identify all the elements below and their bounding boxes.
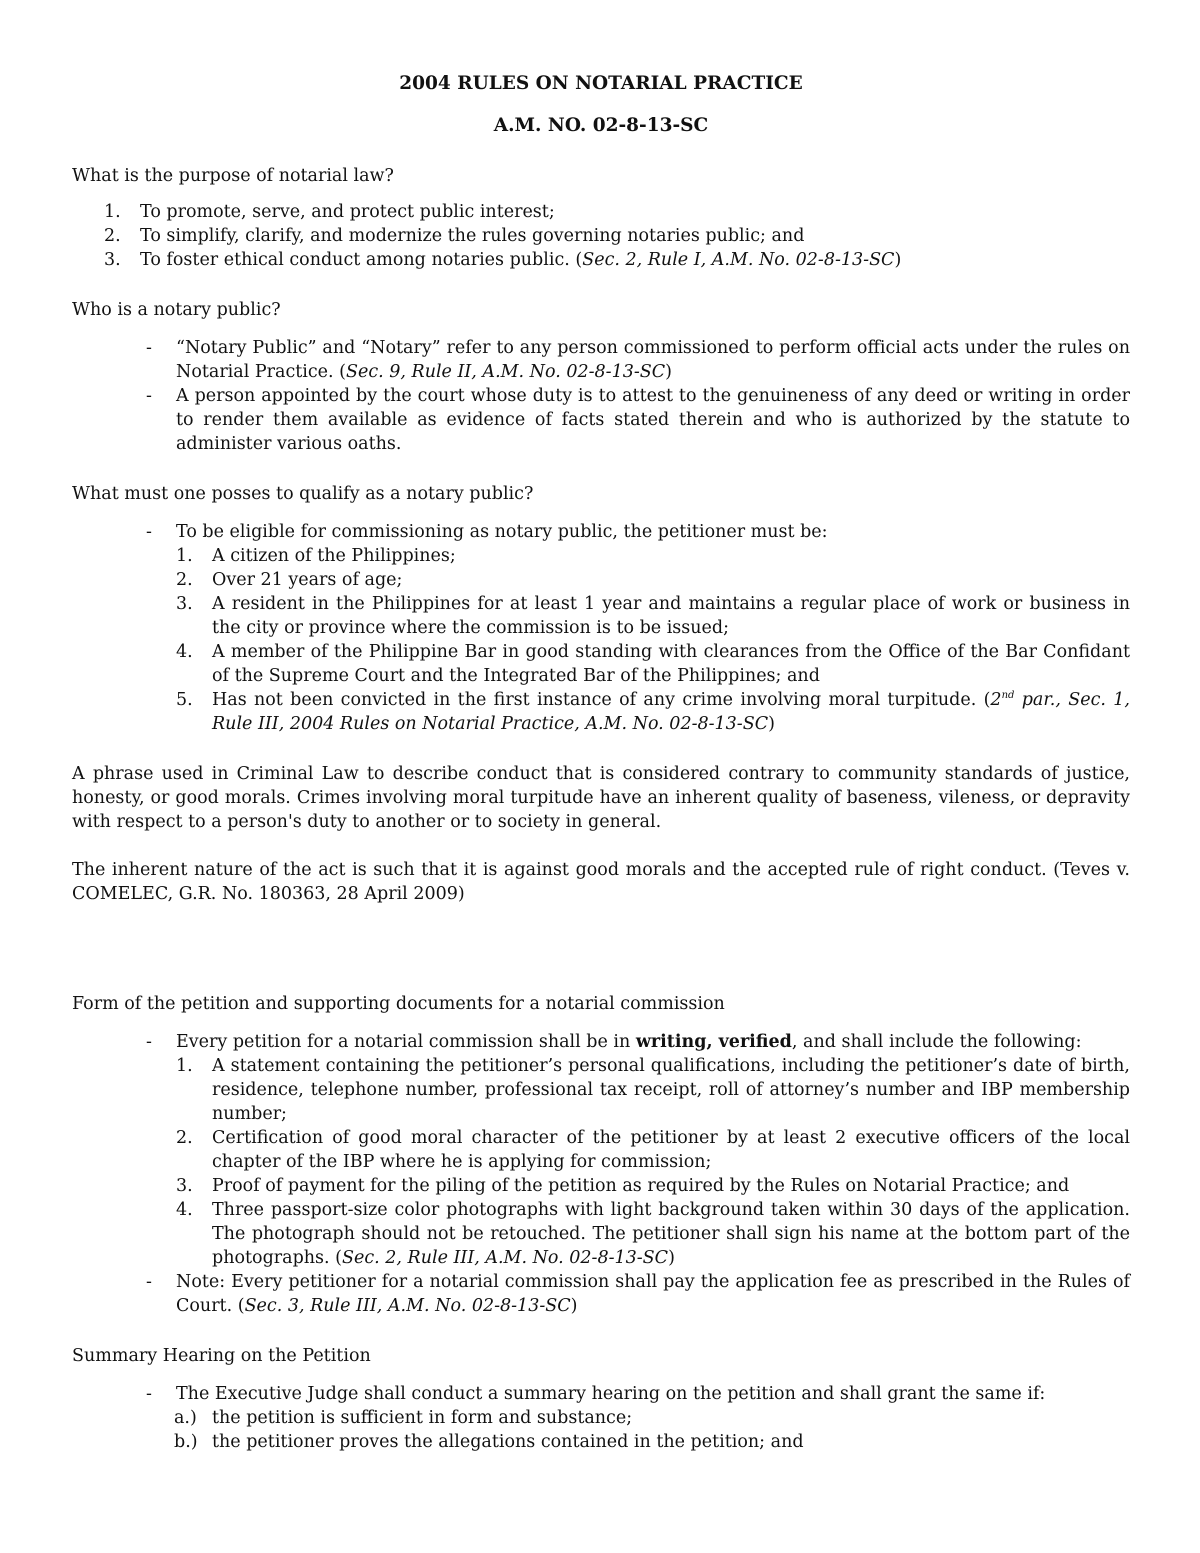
- summary-hearing-heading: Summary Hearing on the Petition: [72, 1346, 371, 1366]
- list-item: 2. Certification of good moral character of the petitioner by at least 2 executive officers of the local chapter of the IBP where he is applying for commission;: [176, 1128, 1130, 1172]
- citation: Sec. 3, Rule III, A.M. No. 02-8-13-SC: [244, 1296, 571, 1316]
- document-title: 2004 RULES ON NOTARIAL PRACTICE: [399, 73, 803, 94]
- citation: Sec. 9, Rule II, A.M. No. 02-8-13-SC: [345, 362, 666, 382]
- list-item: b.) the petitioner proves the allegations contained in the petition; and: [174, 1432, 804, 1452]
- citation: 2nd par., Sec. 1, Rule III, 2004 Rules on Notarial Practice, A.M. No. 02-8-13-SC: [212, 690, 1130, 734]
- qualification-question: What must one posses to qualify as a notary public?: [72, 484, 534, 504]
- list-item: 1. A statement containing the petitioner’s personal qualifications, including the petitioner’s date of birth, residence, telephone number, professional tax receipt, roll of attorney’s number and IBP membership number;: [176, 1056, 1130, 1124]
- petition-form-list: [72, 1030, 1130, 1318]
- document-subtitle: A.M. NO. 02-8-13-SC: [493, 115, 709, 136]
- notary-question: Who is a notary public?: [72, 300, 281, 320]
- citation: Sec. 2, Rule I, A.M. No. 02-8-13-SC: [582, 250, 895, 270]
- list-item: 5. Has not been convicted in the first instance of any crime involving moral turpitude. (2nd par., Sec. 1, Rule III, 2004 Rules on Notarial Practice, A.M. No. 02-8-13-SC): [176, 690, 1130, 734]
- moral-turpitude-paragraph: A phrase used in Criminal Law to describe conduct that is considered contrary to community standards of justice, honesty, or good morals. Crimes involving moral turpitude have an inherent quality of baseness, vileness, or depravity with respect to a person's duty to another or to society in general.: [72, 764, 1130, 832]
- list-item: - The Executive Judge shall conduct a summary hearing on the petition and shall grant the same if:: [146, 1384, 1046, 1404]
- teves-paragraph: The inherent nature of the act is such that it is against good morals and the accepted rule of right conduct. (Teves v. COMELEC, G.R. No. 180363, 28 April 2009): [72, 860, 1130, 904]
- notary-definitions: [72, 336, 1130, 456]
- list-item: - Note: Every petitioner for a notarial commission shall pay the application fee as prescribed in the Rules of Court. (Sec. 3, Rule III, A.M. No. 02-8-13-SC): [146, 1272, 1130, 1316]
- list-item: - “Notary Public” and “Notary” refer to any person commissioned to perform official acts under the rules on Notarial Practice. (Sec. 9, Rule II, A.M. No. 02-8-13-SC): [146, 338, 1130, 382]
- list-item: 4. A member of the Philippine Bar in good standing with clearances from the Office of the Bar Confidant of the Supreme Court and the Integrated Bar of the Philippines; and: [176, 642, 1130, 686]
- petition-form-heading: Form of the petition and supporting documents for a notarial commission: [72, 994, 725, 1014]
- list-item: a.) the petition is sufficient in form and substance;: [174, 1408, 633, 1428]
- list-item: 1. A citizen of the Philippines;: [176, 546, 456, 566]
- list-item: 2. To simplify, clarify, and modernize the rules governing notaries public; and: [104, 226, 805, 246]
- list-item: 2. Over 21 years of age;: [176, 570, 403, 590]
- document-body: [72, 72, 1130, 1454]
- summary-hearing-list: [72, 1382, 1130, 1454]
- list-item: 3. Proof of payment for the piling of the petition as required by the Rules on Notarial Practice; and: [176, 1176, 1070, 1196]
- list-item: 4. Three passport-size color photographs with light background taken within 30 days of the application. The photograph should not be retouched. The petitioner shall sign his name at the bottom part of the photographs. (Sec. 2, Rule III, A.M. No. 02-8-13-SC): [176, 1200, 1130, 1268]
- list-item: 1. To promote, serve, and protect public interest;: [104, 202, 555, 222]
- citation: Sec. 2, Rule III, A.M. No. 02-8-13-SC: [342, 1248, 669, 1268]
- list-item: - Every petition for a notarial commission shall be in writing, verified, and shall include the following:: [146, 1032, 1082, 1052]
- purpose-question: What is the purpose of notarial law?: [72, 166, 394, 186]
- list-item: - To be eligible for commissioning as notary public, the petitioner must be:: [146, 522, 828, 542]
- list-item: 3. A resident in the Philippines for at least 1 year and maintains a regular place of work or business in the city or province where the commission is to be issued;: [176, 594, 1130, 638]
- list-item: - A person appointed by the court whose duty is to attest to the genuineness of any deed or writing in order to render them available as evidence of facts stated therein and who is authorized by the statute to administer various oaths.: [146, 386, 1130, 454]
- qualification-list: [72, 520, 1130, 736]
- list-item: 3. To foster ethical conduct among notaries public. (Sec. 2, Rule I, A.M. No. 02-8-13-SC): [104, 250, 902, 270]
- purpose-list: [72, 200, 1130, 272]
